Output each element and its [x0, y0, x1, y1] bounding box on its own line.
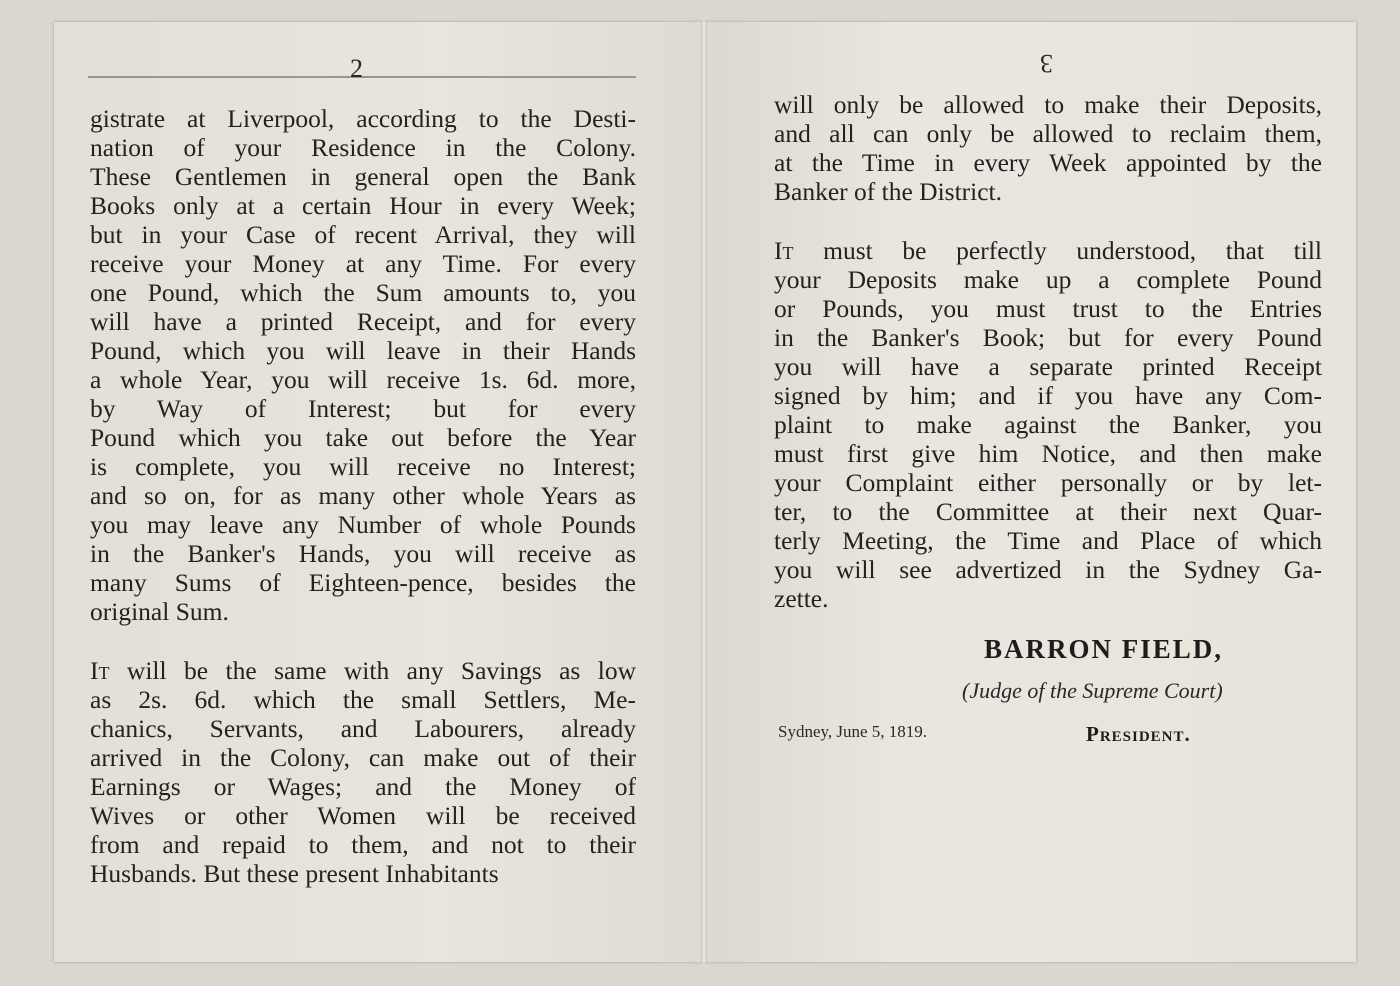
text-line: Pound which you take out before the Year [90, 423, 636, 452]
text-line: by Way of Interest; but for every [90, 394, 636, 423]
text-line: original Sum. [90, 597, 229, 626]
right-paragraph-2 [774, 236, 1322, 613]
text-line: many Sums of Eighteen-pence, besides the [90, 568, 636, 597]
text-line: ter, to the Committee at their next Quar- [774, 497, 1322, 526]
text-line: you may leave any Number of whole Pounds [90, 510, 636, 539]
text-line: receive your Money at any Time. For every [90, 249, 636, 278]
right-paragraph-1 [774, 90, 1322, 206]
date-line: Sydney, June 5, 1819. [778, 722, 928, 741]
text-line: Banker of the District. [774, 177, 1003, 206]
left-page-text [90, 104, 636, 888]
text-line: It will be the same with any Savings as low [90, 656, 636, 685]
text-line: gistrate at Liverpool, according to the Desti- [90, 104, 636, 133]
text-line: signed by him; and if you have any Com- [774, 381, 1322, 410]
signature-title: (Judge of the Supreme Court) [962, 678, 1223, 703]
right-page-number: 3 [1040, 49, 1053, 78]
left-paragraph-2 [90, 656, 636, 888]
text-line: will only be allowed to make their Deposits, [774, 90, 1322, 119]
text-line: It must be perfectly understood, that till [774, 236, 1322, 265]
text-line: or Pounds, you must trust to the Entries [774, 294, 1322, 323]
text-line: one Pound, which the Sum amounts to, you [90, 278, 636, 307]
text-line: from and repaid to them, and not to their [90, 830, 636, 859]
left-page-number: 2 [350, 54, 363, 83]
signature-role: President. [1086, 722, 1191, 746]
text-line: in the Banker's Hands, you will receive as [90, 539, 636, 568]
text-line: but in your Case of recent Arrival, they will [90, 220, 636, 249]
book-gutter [701, 22, 707, 962]
text-line: your Complaint either personally or by let- [774, 468, 1322, 497]
text-line: nation of your Residence in the Colony. [90, 133, 636, 162]
text-line: zette. [774, 584, 829, 613]
text-line: chanics, Servants, and Labourers, already [90, 714, 636, 743]
text-line: as 2s. 6d. which the small Settlers, Me- [90, 685, 636, 714]
text-line: and so on, for as many other whole Years as [90, 481, 636, 510]
text-line: must first give him Notice, and then make [774, 439, 1322, 468]
text-line: terly Meeting, the Time and Place of which [774, 526, 1322, 555]
text-line: is complete, you will receive no Interest; [90, 452, 636, 481]
text-line: Pound, which you will leave in their Hands [90, 336, 636, 365]
signature-name: BARRON FIELD, [984, 634, 1224, 664]
text-line: you will see advertized in the Sydney Ga- [774, 555, 1322, 584]
right-page-text [774, 90, 1322, 613]
text-line: Earnings or Wages; and the Money of [90, 772, 636, 801]
text-line: plaint to make against the Banker, you [774, 410, 1322, 439]
text-line: Wives or other Women will be received [90, 801, 636, 830]
text-line: will have a printed Receipt, and for every [90, 307, 636, 336]
text-line: your Deposits make up a complete Pound [774, 265, 1322, 294]
text-line: you will have a separate printed Receipt [774, 352, 1322, 381]
text-line: Books only at a certain Hour in every Week; [90, 191, 636, 220]
text-line: at the Time in every Week appointed by the [774, 148, 1322, 177]
text-line: in the Banker's Book; but for every Pound [774, 323, 1322, 352]
text-line: and all can only be allowed to reclaim them, [774, 119, 1322, 148]
text-line: These Gentlemen in general open the Bank [90, 162, 636, 191]
text-line: Husbands. But these present Inhabitants [90, 859, 499, 888]
text-line: a whole Year, you will receive 1s. 6d. more, [90, 365, 636, 394]
text-line: arrived in the Colony, can make out of their [90, 743, 636, 772]
left-paragraph-1 [90, 104, 636, 626]
